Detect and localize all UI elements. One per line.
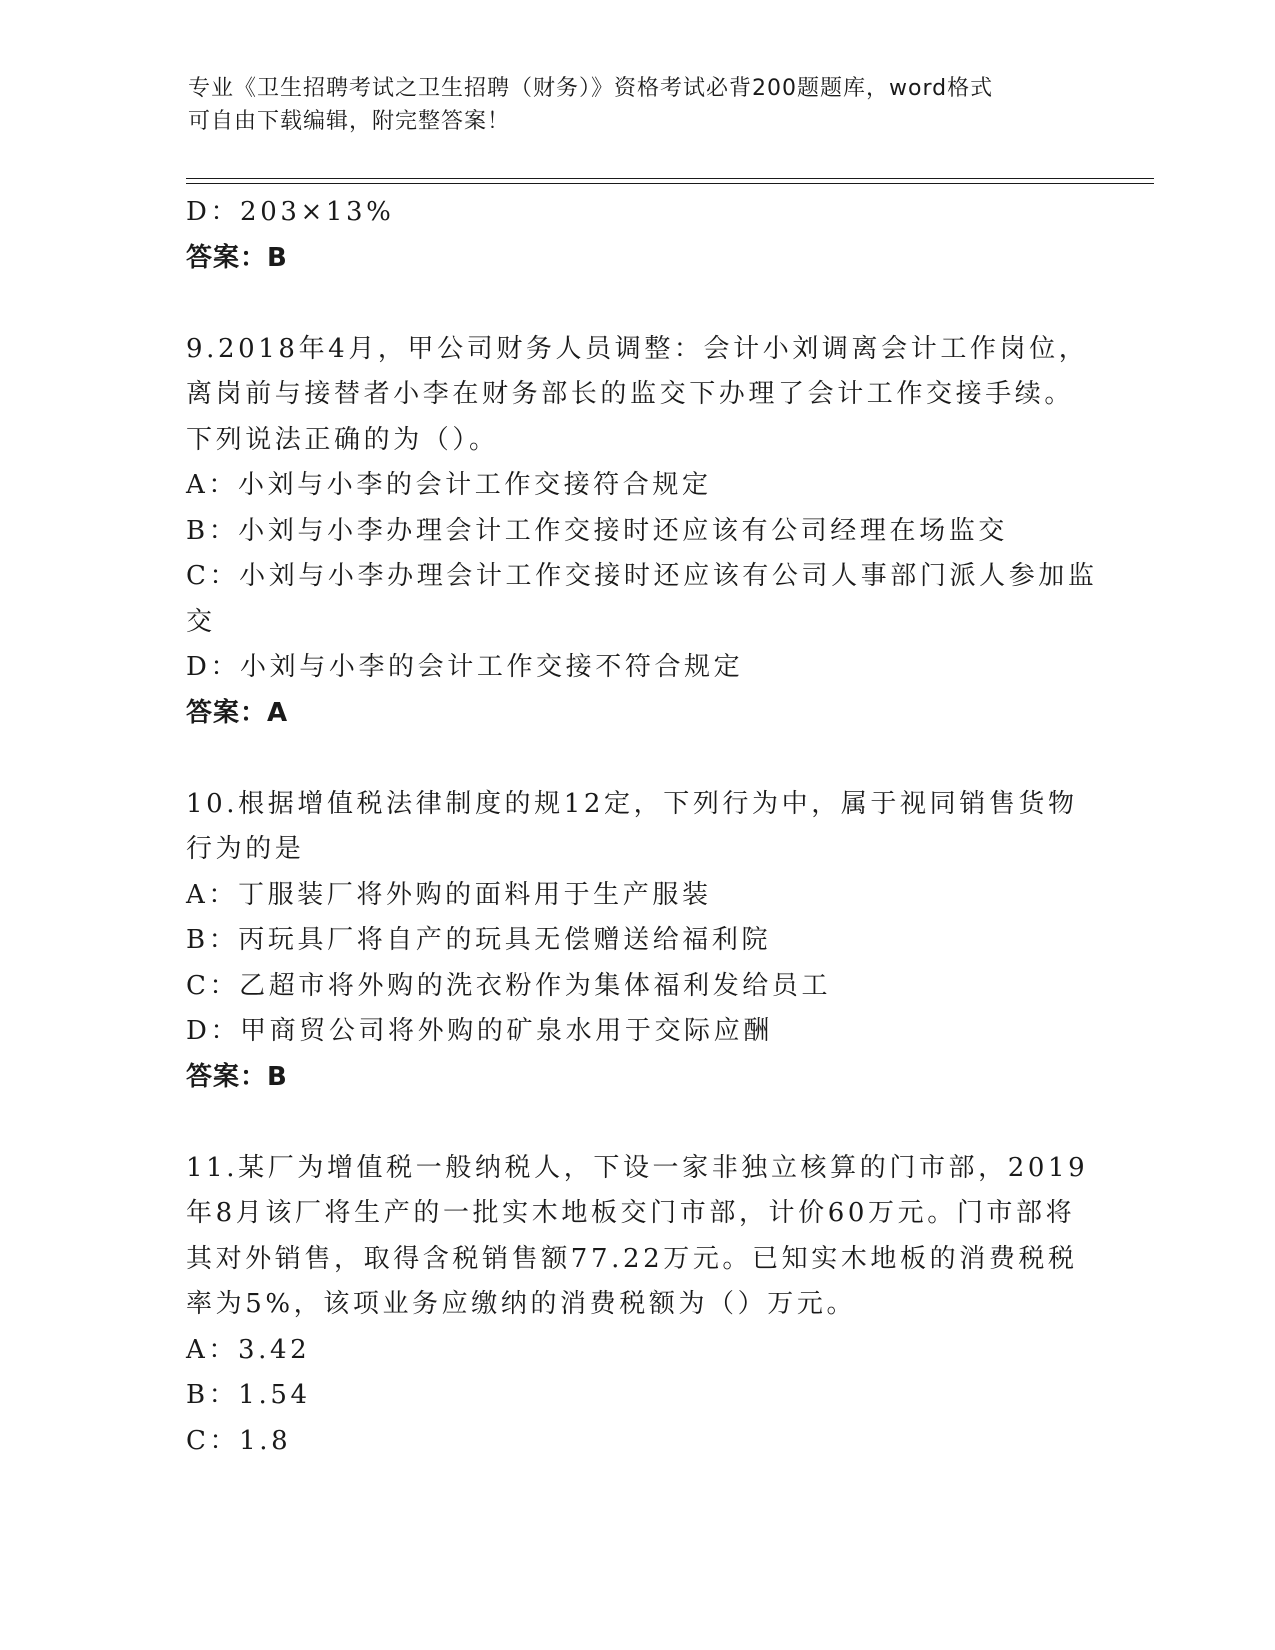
spacer (186, 736, 1086, 782)
q10-answer: 答案：B (186, 1061, 288, 1092)
q11-option-c: C：1.8 (186, 1425, 292, 1456)
q11-stem-line: 年8月该厂将生产的一批实木地板交门市部，计价60万元。门市部将 (186, 1198, 1076, 1228)
header-line-2: 可自由下载编辑，附完整答案！ (188, 109, 511, 134)
q10-option-b: B：丙玩具厂将自产的玩具无偿赠送给福利院 (186, 925, 772, 955)
header-line-1: 专业《卫生招聘考试之卫生招聘（财务）》资格考试必背200题题库，word格式 (188, 76, 994, 101)
spacer (186, 1100, 1086, 1146)
q11-stem-line: 其对外销售，取得含税销售额77.22万元。已知实木地板的消费税税 (186, 1243, 1078, 1274)
q10-stem-line: 行为的是 (186, 834, 305, 864)
q8-answer: 答案：B (186, 242, 288, 273)
page-header (188, 72, 1088, 138)
q10-stem-line: 10.根据增值税法律制度的规12定，下列行为中，属于视同销售货物 (186, 788, 1078, 819)
header-divider-top (186, 178, 1154, 179)
q10-option-a: A：丁服装厂将外购的面料用于生产服装 (186, 879, 712, 910)
q10-option-c: C：乙超市将外购的洗衣粉作为集体福利发给员工 (186, 970, 832, 1001)
q9-stem-line: 下列说法正确的为（）。 (186, 424, 499, 455)
q8-option-d: D：203×13% (186, 197, 395, 227)
spacer (186, 281, 1086, 327)
q11-option-a: A：3.42 (186, 1334, 311, 1365)
q11-stem-line: 率为5%，该项业务应缴纳的消费税额为（）万元。 (186, 1289, 857, 1319)
q9-answer: 答案：A (186, 697, 289, 728)
q11-option-b: B：1.54 (186, 1380, 311, 1410)
q9-option-b: B：小刘与小李办理会计工作交接时还应该有公司经理在场监交 (186, 515, 1008, 546)
header-divider-bottom (186, 183, 1154, 184)
q9-option-c: C：小刘与小李办理会计工作交接时还应该有公司人事部门派人参加监 (186, 561, 1098, 591)
q9-option-d: D：小刘与小李的会计工作交接不符合规定 (186, 652, 744, 682)
q9-option-c-continued: 交 (186, 606, 216, 637)
question-content (186, 190, 1098, 1464)
q11-stem-line: 11.某厂为增值税一般纳税人，下设一家非独立核算的门市部，2019 (186, 1152, 1089, 1183)
q9-stem-line: 9.2018年4月，甲公司财务人员调整：会计小刘调离会计工作岗位， (186, 333, 1089, 364)
q9-stem-line: 离岗前与接替者小李在财务部长的监交下办理了会计工作交接手续。 (186, 379, 1075, 409)
q10-option-d: D：甲商贸公司将外购的矿泉水用于交际应酬 (186, 1016, 773, 1046)
q9-option-a: A：小刘与小李的会计工作交接符合规定 (186, 470, 712, 500)
